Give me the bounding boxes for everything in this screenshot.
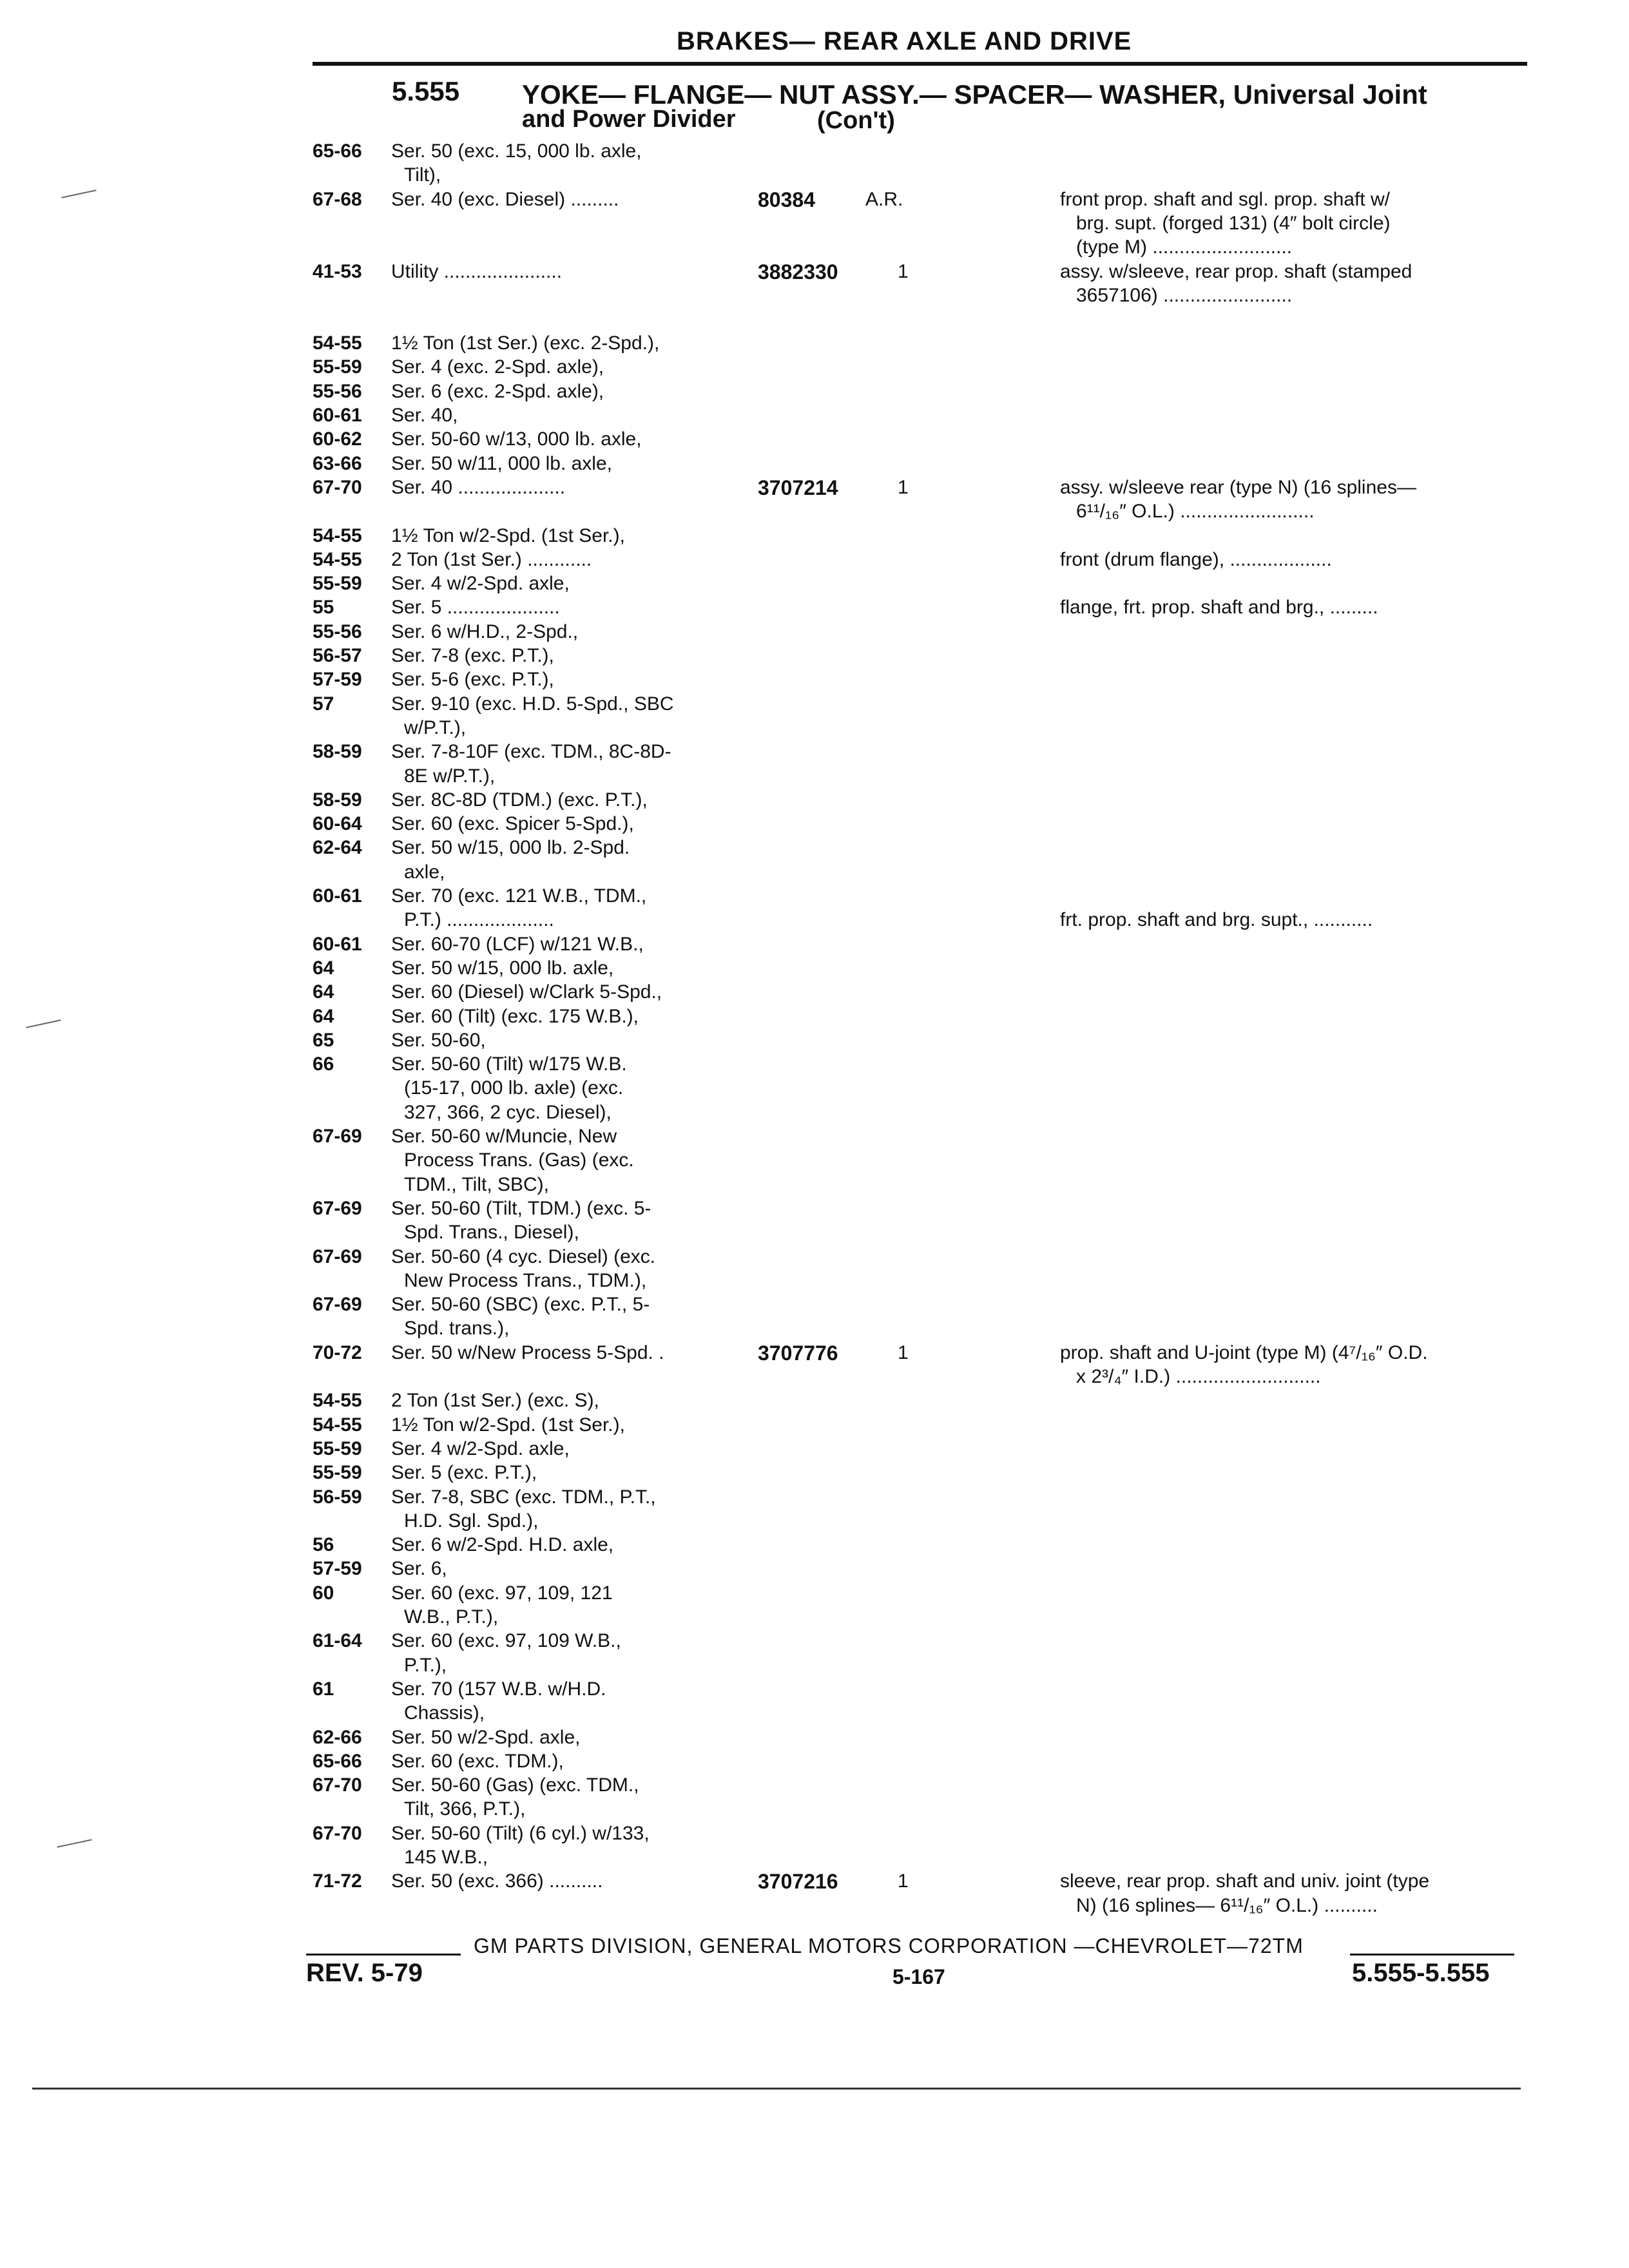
application-text: 1½ Ton (1st Ser.) (exc. 2-Spd.), bbox=[391, 332, 660, 354]
model-years: 67-69 bbox=[313, 1245, 362, 1267]
application-text: 145 W.B., bbox=[404, 1847, 488, 1868]
model-years: 57-59 bbox=[313, 1558, 362, 1580]
section-title: YOKE— FLANGE— NUT ASSY.— SPACER— WASHER, Universal Joint bbox=[522, 79, 1427, 110]
application-text: Ser. 60 (exc. 97, 109 W.B., bbox=[391, 1630, 621, 1652]
revision-label: REV. 5-79 bbox=[306, 1959, 423, 1987]
application-text: Ser. 50 w/15, 000 lb. 2-Spd. bbox=[391, 837, 630, 859]
application-text: 327, 366, 2 cyc. Diesel), bbox=[404, 1101, 612, 1123]
part-description: N) (16 splines— 6¹¹/₁₆″ O.L.) .......... bbox=[1076, 1894, 1378, 1916]
model-years: 60-61 bbox=[313, 933, 362, 955]
model-years: 64 bbox=[313, 957, 334, 979]
application-text: Ser. 50 w/2-Spd. axle, bbox=[391, 1726, 581, 1748]
part-description: x 2³/₄″ I.D.) ........................... bbox=[1076, 1366, 1321, 1387]
model-years: 64 bbox=[313, 981, 334, 1003]
application-text: Ser. 5-6 (exc. P.T.), bbox=[391, 669, 554, 691]
part-description: assy. w/sleeve, rear prop. shaft (stamped bbox=[1060, 260, 1412, 282]
application-text: Ser. 50-60 w/13, 000 lb. axle, bbox=[391, 428, 642, 450]
part-number: 3882330 bbox=[758, 260, 838, 284]
quantity: 1 bbox=[898, 260, 909, 282]
model-years: 54-55 bbox=[313, 1390, 362, 1412]
model-years: 67-70 bbox=[313, 476, 362, 498]
part-description: front (drum flange), ................... bbox=[1060, 548, 1332, 570]
application-text: Ser. 50 w/15, 000 lb. axle, bbox=[391, 957, 614, 979]
model-years: 64 bbox=[313, 1005, 334, 1027]
application-text: P.T.) .................... bbox=[404, 909, 554, 931]
model-years: 55-59 bbox=[313, 573, 362, 595]
model-years: 57 bbox=[313, 693, 334, 715]
application-text: 8E w/P.T.), bbox=[404, 765, 496, 787]
part-description: assy. w/sleeve rear (type N) (16 splines— bbox=[1060, 476, 1416, 498]
application-text: Utility ...................... bbox=[391, 260, 563, 282]
part-number: 3707776 bbox=[758, 1341, 838, 1365]
quantity: 1 bbox=[898, 476, 909, 498]
application-text: Ser. 50-60, bbox=[391, 1029, 486, 1051]
application-text: Ser. 50-60 (4 cyc. Diesel) (exc. bbox=[391, 1245, 656, 1267]
scan-mark bbox=[26, 1019, 61, 1028]
application-text: Chassis), bbox=[404, 1702, 485, 1724]
model-years: 56 bbox=[313, 1534, 334, 1556]
quantity: A.R. bbox=[865, 188, 903, 210]
footer-text: GM PARTS DIVISION, GENERAL MOTORS CORPORATION —CHEVROLET—72TM bbox=[474, 1934, 1304, 1957]
application-text: Ser. 50 (exc. 366) .......... bbox=[391, 1870, 603, 1892]
quantity: 1 bbox=[898, 1870, 909, 1892]
model-years: 56-57 bbox=[313, 645, 362, 666]
application-text: Ser. 70 (157 W.B. w/H.D. bbox=[391, 1678, 606, 1700]
model-years: 61 bbox=[313, 1678, 334, 1700]
application-text: Ser. 60 (Diesel) w/Clark 5-Spd., bbox=[391, 981, 662, 1003]
application-text: Ser. 4 (exc. 2-Spd. axle), bbox=[391, 356, 604, 378]
application-text: Tilt, 366, P.T.), bbox=[404, 1798, 526, 1820]
part-description: 6¹¹/₁₆″ O.L.) ......................... bbox=[1076, 501, 1315, 523]
model-years: 62-64 bbox=[313, 837, 362, 859]
section-continued: (Con't) bbox=[817, 107, 895, 134]
application-text: w/P.T.), bbox=[404, 716, 467, 738]
application-text: Ser. 6, bbox=[391, 1558, 447, 1580]
application-text: axle, bbox=[404, 861, 445, 883]
part-description: frt. prop. shaft and brg. supt., ........... bbox=[1060, 909, 1373, 931]
scan-mark bbox=[57, 1839, 92, 1847]
application-text: Spd. trans.), bbox=[404, 1318, 510, 1340]
model-years: 67-68 bbox=[313, 188, 362, 210]
model-years: 65 bbox=[313, 1029, 334, 1051]
model-years: 62-66 bbox=[313, 1726, 362, 1748]
model-years: 55-56 bbox=[313, 380, 362, 402]
part-description: front prop. shaft and sgl. prop. shaft w/ bbox=[1060, 188, 1390, 210]
application-text: Ser. 50-60 (SBC) (exc. P.T., 5- bbox=[391, 1294, 650, 1316]
part-number: 3707216 bbox=[758, 1870, 838, 1894]
model-years: 61-64 bbox=[313, 1630, 362, 1652]
application-text: Ser. 60 (exc. Spicer 5-Spd.), bbox=[391, 813, 634, 835]
application-text: 1½ Ton w/2-Spd. (1st Ser.), bbox=[391, 1414, 625, 1436]
model-years: 67-70 bbox=[313, 1822, 362, 1844]
bottom-rule bbox=[32, 2088, 1521, 2090]
part-description: prop. shaft and U-joint (type M) (4⁷/₁₆″ O.D. bbox=[1060, 1341, 1428, 1363]
application-text: Ser. 5 (exc. P.T.), bbox=[391, 1462, 537, 1484]
application-text: Ser. 50-60 (Tilt, TDM.) (exc. 5- bbox=[391, 1197, 651, 1219]
application-text: Ser. 6 (exc. 2-Spd. axle), bbox=[391, 380, 604, 402]
model-years: 55-59 bbox=[313, 1462, 362, 1484]
application-text: W.B., P.T.), bbox=[404, 1606, 499, 1628]
application-text: Ser. 6 w/H.D., 2-Spd., bbox=[391, 620, 579, 642]
model-years: 71-72 bbox=[313, 1870, 362, 1892]
application-text: Ser. 50 w/11, 000 lb. axle, bbox=[391, 452, 612, 474]
model-years: 67-70 bbox=[313, 1774, 362, 1796]
application-text: 1½ Ton w/2-Spd. (1st Ser.), bbox=[391, 524, 625, 546]
application-text: Ser. 50-60 (Tilt) (6 cyl.) w/133, bbox=[391, 1822, 650, 1844]
application-text: Ser. 50-60 (Tilt) w/175 W.B. bbox=[391, 1053, 627, 1075]
page-number: 5-167 bbox=[892, 1965, 945, 1988]
application-text: Ser. 7-8, SBC (exc. TDM., P.T., bbox=[391, 1486, 656, 1508]
page-header-title: BRAKES— REAR AXLE AND DRIVE bbox=[677, 27, 1132, 55]
model-years: 67-69 bbox=[313, 1126, 362, 1147]
model-years: 58-59 bbox=[313, 789, 362, 811]
model-years: 54-55 bbox=[313, 524, 362, 546]
application-text: 2 Ton (1st Ser.) (exc. S), bbox=[391, 1390, 599, 1412]
application-text: Spd. Trans., Diesel), bbox=[404, 1222, 579, 1244]
scan-mark bbox=[61, 189, 96, 198]
part-description: flange, frt. prop. shaft and brg., ......... bbox=[1060, 597, 1378, 619]
part-number: 80384 bbox=[758, 187, 815, 211]
model-years: 54-55 bbox=[313, 1414, 362, 1436]
application-text: Ser. 4 w/2-Spd. axle, bbox=[391, 1437, 570, 1459]
application-text: Ser. 40 (exc. Diesel) ......... bbox=[391, 188, 619, 210]
application-text: P.T.), bbox=[404, 1654, 447, 1676]
application-text: Ser. 40, bbox=[391, 405, 458, 426]
part-number: 3707214 bbox=[758, 476, 838, 499]
model-years: 55-59 bbox=[313, 1437, 362, 1459]
part-description: brg. supt. (forged 131) (4″ bolt circle) bbox=[1076, 212, 1391, 234]
model-years: 55-59 bbox=[313, 356, 362, 378]
application-text: Ser. 50-60 w/Muncie, New bbox=[391, 1126, 617, 1147]
application-text: Ser. 40 .................... bbox=[391, 476, 566, 498]
application-text: Ser. 70 (exc. 121 W.B., TDM., bbox=[391, 885, 647, 907]
application-text: Ser. 60-70 (LCF) w/121 W.B., bbox=[391, 933, 644, 955]
application-text: TDM., Tilt, SBC), bbox=[404, 1173, 549, 1195]
application-text: Ser. 50-60 (Gas) (exc. TDM., bbox=[391, 1774, 639, 1796]
part-description: (type M) .......................... bbox=[1076, 236, 1293, 258]
application-text: Ser. 50 (exc. 15, 000 lb. axle, bbox=[391, 140, 642, 162]
application-text: Ser. 7-8 (exc. P.T.), bbox=[391, 645, 554, 666]
model-years: 67-69 bbox=[313, 1294, 362, 1316]
model-years: 70-72 bbox=[313, 1341, 362, 1363]
section-title-line2: and Power Divider bbox=[522, 106, 736, 133]
model-years: 60-64 bbox=[313, 813, 362, 835]
model-years: 41-53 bbox=[313, 260, 362, 282]
application-text: Ser. 7-8-10F (exc. TDM., 8C-8D- bbox=[391, 741, 671, 763]
part-description: sleeve, rear prop. shaft and univ. joint (type bbox=[1060, 1870, 1430, 1892]
application-text: Ser. 5 ..................... bbox=[391, 597, 560, 619]
application-text: Ser. 6 w/2-Spd. H.D. axle, bbox=[391, 1534, 614, 1556]
model-years: 56-59 bbox=[313, 1486, 362, 1508]
model-years: 65-66 bbox=[313, 1750, 362, 1772]
footer-rule-left bbox=[306, 1954, 461, 1956]
model-years: 60-62 bbox=[313, 428, 362, 450]
application-text: Ser. 60 (Tilt) (exc. 175 W.B.), bbox=[391, 1005, 639, 1027]
model-years: 67-69 bbox=[313, 1197, 362, 1219]
part-description: 3657106) ........................ bbox=[1076, 284, 1293, 306]
model-years: 55 bbox=[313, 597, 334, 619]
model-years: 54-55 bbox=[313, 332, 362, 354]
header-rule bbox=[313, 62, 1527, 66]
application-text: H.D. Sgl. Spd.), bbox=[404, 1510, 539, 1532]
model-years: 58-59 bbox=[313, 741, 362, 763]
section-code: 5.555-5.555 bbox=[1352, 1959, 1490, 1987]
application-text: Ser. 60 (exc. 97, 109, 121 bbox=[391, 1582, 613, 1604]
application-text: Ser. 50 w/New Process 5-Spd. . bbox=[391, 1341, 664, 1363]
quantity: 1 bbox=[898, 1341, 909, 1363]
model-years: 63-66 bbox=[313, 452, 362, 474]
model-years: 66 bbox=[313, 1053, 334, 1075]
section-number: 5.555 bbox=[392, 76, 460, 106]
model-years: 54-55 bbox=[313, 548, 362, 570]
model-years: 57-59 bbox=[313, 669, 362, 691]
application-text: New Process Trans., TDM.), bbox=[404, 1269, 647, 1291]
model-years: 60-61 bbox=[313, 405, 362, 426]
application-text: Tilt), bbox=[404, 164, 441, 186]
application-text: Ser. 8C-8D (TDM.) (exc. P.T.), bbox=[391, 789, 648, 811]
model-years: 60-61 bbox=[313, 885, 362, 907]
application-text: Ser. 9-10 (exc. H.D. 5-Spd., SBC bbox=[391, 693, 674, 715]
application-text: Ser. 60 (exc. TDM.), bbox=[391, 1750, 564, 1772]
application-text: Process Trans. (Gas) (exc. bbox=[404, 1149, 634, 1171]
application-text: Ser. 4 w/2-Spd. axle, bbox=[391, 573, 570, 595]
model-years: 55-56 bbox=[313, 620, 362, 642]
application-text: 2 Ton (1st Ser.) ............ bbox=[391, 548, 592, 570]
footer-rule-right bbox=[1350, 1954, 1514, 1956]
application-text: (15-17, 000 lb. axle) (exc. bbox=[404, 1077, 624, 1099]
model-years: 65-66 bbox=[313, 140, 362, 162]
model-years: 60 bbox=[313, 1582, 334, 1604]
